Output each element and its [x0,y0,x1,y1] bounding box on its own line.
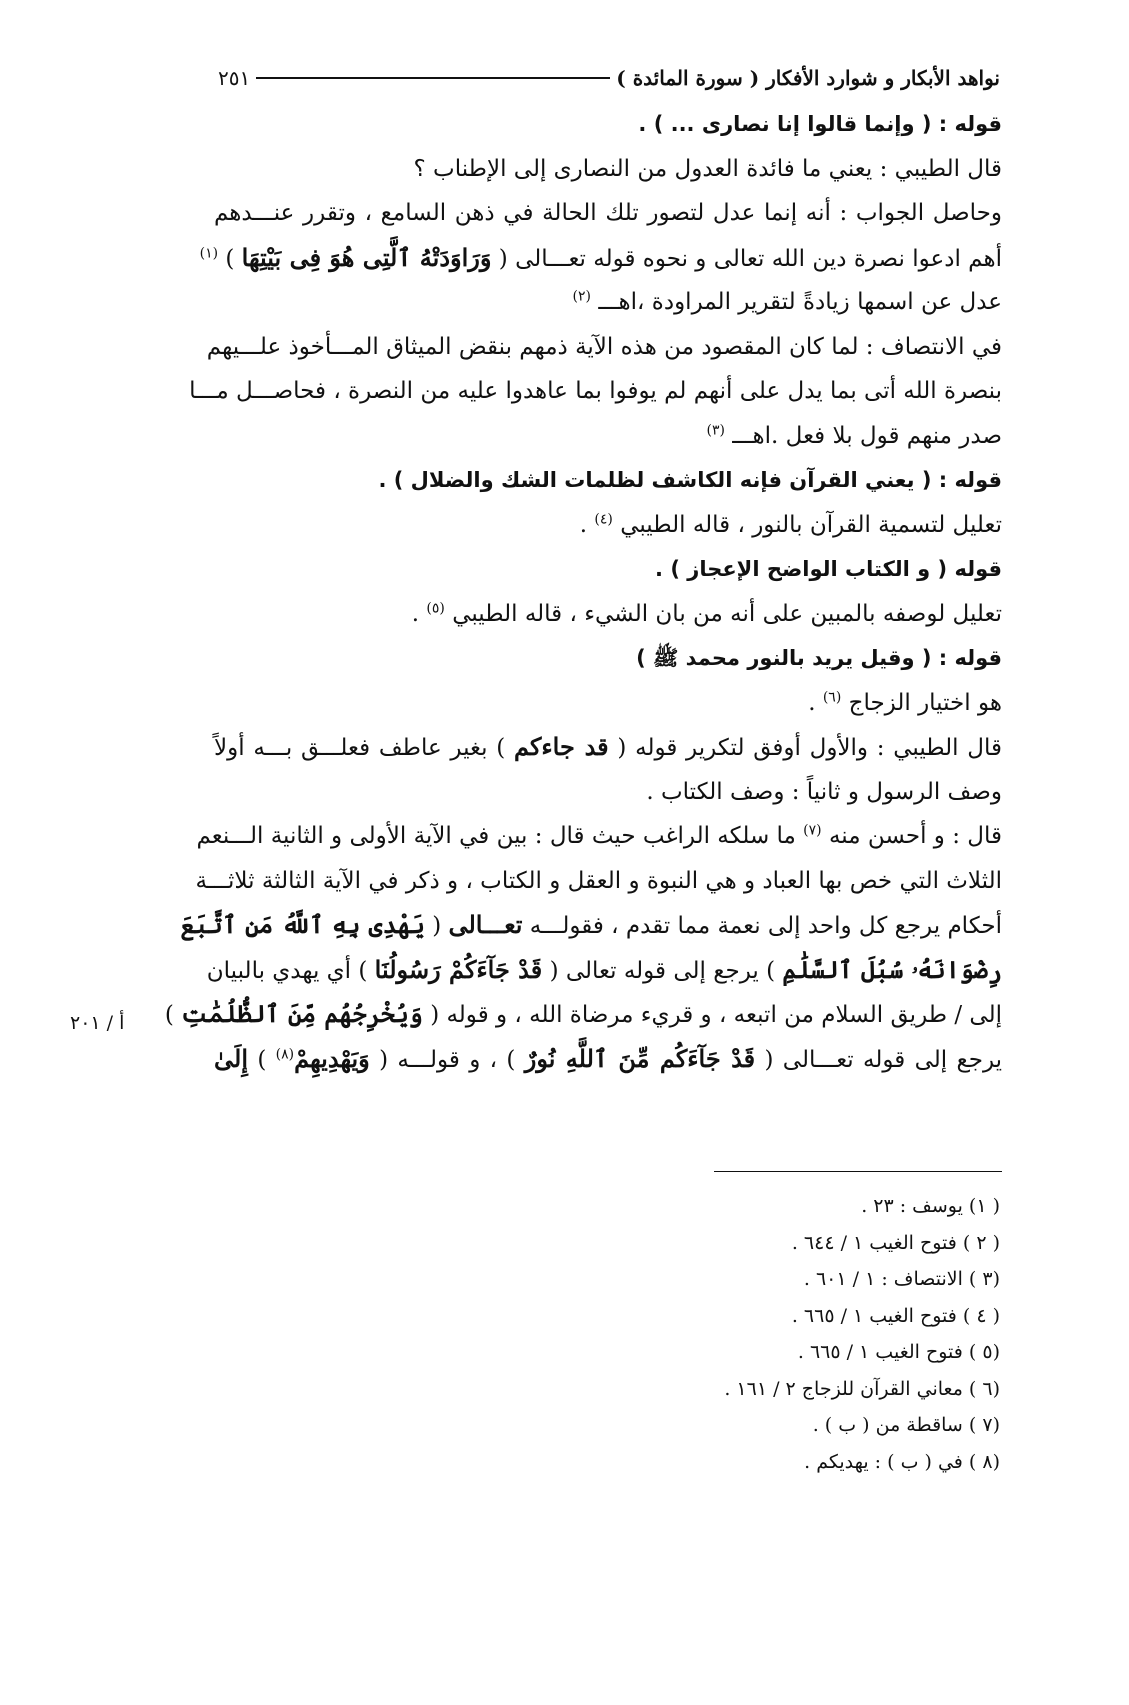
footnote: ( ١) يوسف : ٢٣ . [861,1195,1000,1217]
text-line [214,725,1002,770]
text-run: . [808,689,816,716]
running-header [218,58,1000,98]
footnote-marker: (٣) [706,421,725,438]
text-line [214,592,1002,637]
quran-quote: وَيُخْرِجُهُم مِّنَ ٱلظُّلُمَٰتِ [181,999,423,1028]
margin-note: أ / ٢٠١ [70,1012,125,1034]
text-line [214,1037,1002,1082]
header-rule [256,77,610,79]
text-run: . [411,600,420,627]
footnote-rule [714,1171,1002,1172]
footnotes [600,1188,1000,1480]
header-title: نواهد الأبكار و شوارد الأفكار ( سورة المائدة ) [616,66,1000,90]
text-run: ) [164,1002,174,1028]
text-run: تعليل لوصفه بالمبين على أنه من بان الشيء ، قاله الطيبي [452,600,1002,627]
text-line [214,414,1002,459]
heading-line: قوله : ( وإنما قالوا إنا نصارى ... ) . [638,112,1002,136]
footnote-marker: (٢) [572,288,591,305]
footnote-marker: (٥) [426,599,445,616]
footnote: ( ٤ ) فتوح الغيب ١ / ٦٦٥ . [791,1304,1000,1327]
quran-quote: قَدْ جَآءَكُم مِّنَ ٱللَّهِ نُورٌ [524,1043,756,1073]
quran-quote: قد جاءكم [513,732,609,761]
text-run: ما سلكه الراغب حيث قال : بين في الآية الأولى و الثانية الـــنعم [196,823,796,849]
text-line [196,814,1002,859]
text-line [180,903,1002,948]
text-run: ) ، و قولـــه ( [379,1046,516,1073]
text-run: هو اختيار الزجاج [848,689,1002,716]
emphasis-word: تعـــالى [448,910,523,939]
text-line: الثلاث التي خص بها العباد و هي النبوة و العقل و الكتاب ، و ذكر في الآية الثالثة ثلاثـــة [195,867,1002,894]
text-line: بنصرة الله أتى بما يدل على أنهم لم يوفوا بما عاهدوا عليه من النصرة ، فحاصـــل مـــا [189,378,1002,404]
text-run: صدر منهم قول بلا فعل .اهـــ [732,422,1002,449]
text-run: تعليل لتسمية القرآن بالنور ، قاله الطيبي [620,511,1002,538]
footnote: (٧ ) ساقطة من ( ب ) . [812,1414,1000,1436]
text-run: قال : و أحسن منه [828,823,1002,849]
text-run: يرجع إلى قوله تعـــالى ( [764,1046,1003,1073]
heading-line: قوله : ( يعني القرآن فإنه الكاشف لظلمات الشك والضلال ) . [378,468,1002,492]
text-run: ) [225,245,235,272]
text-line [214,681,1002,726]
text-run: ) يرجع إلى قوله تعالى ( [549,957,776,984]
text-run: إلى / طريق السلام من اتبعه ، و قريء مرضاة الله ، و قوله ( [430,1002,1002,1028]
quran-quote: وَيَهْدِيهِمْ [294,1043,370,1073]
text-line [164,992,1002,1037]
text-line: قال الطيبي : يعني ما فائدة العدول من النصارى إلى الإطناب ؟ [413,155,1002,182]
text-line [214,503,1002,548]
text-line: في الانتصاف : لما كان المقصود من هذه الآية ذمهم بنقض الميثاق المـــأخوذ علـــيهم [206,333,1002,360]
footnote: (٦ ) معاني القرآن للزجاج ٢ / ١٦١ . [724,1377,1000,1400]
text-line [214,280,1002,325]
text-line: وصف الرسول و ثانياً : وصف الكتاب . [646,778,1002,805]
footnote-marker: (٦) [822,688,842,705]
footnote: ( ٢ ) فتوح الغيب ١ / ٦٤٤ . [791,1231,1000,1254]
main-text [164,102,1003,1081]
text-run: ) [257,1046,267,1073]
text-run: أحكام يرجع كل واحد إلى نعمة مما تقدم ، فقولـــه [529,913,1002,939]
text-run: قال الطيبي : والأول أوفق لتكرير قوله ( [617,735,1003,761]
text-run: ) أي يهدي بالبيان [206,957,368,984]
footnote: (٣ ) الانتصاف : ١ / ٦٠١ . [803,1268,1000,1290]
page-number: ٢٥١ [218,66,251,90]
text-run: ( [432,913,442,939]
text-run: أهم ادعوا نصرة دين الله تعالى و نحوه قوله تعـــالى ( [498,245,1002,272]
text-run: ) بغير عاطف فعلـــق بـــه أولاً [214,735,506,761]
quran-quote: قَدْ جَآءَكُمْ رَسُولُنَا [374,954,543,984]
footnote: (٨ ) في ( ب ) : يهديكم . [804,1450,1000,1473]
heading-line: قوله ( و الكتاب الواضح الإعجاز ) . [655,557,1002,581]
quran-quote: وَرَاوَدَتْهُ ٱلَّتِى هُوَ فِى بَيْتِهَا [241,242,492,272]
footnote-marker: (٧) [803,822,822,839]
quran-quote: رِضْوَانَهُۥ سُبُلَ ٱلسَّلَٰمِ [782,954,1002,984]
heading-line: قوله : ( وقيل يريد بالنور محمد ﷺ ) [636,646,1002,670]
text-line [206,948,1002,993]
footnote-marker: (٨) [275,1045,295,1062]
footnote-marker: (١) [199,244,219,261]
footnote: (٥ ) فتوح الغيب ١ / ٦٦٥ . [797,1341,1000,1363]
text-line [199,236,1002,281]
text-line: وحاصل الجواب : أنه إنما عدل لتصور تلك الحالة في ذهن السامع ، وتقرر عنـــدهم [214,200,1002,226]
text-run: . [579,511,588,538]
quran-quote: يَهْدِى بِهِ ٱللَّهُ مَنِ ٱتَّبَعَ [180,910,425,939]
footnote-marker: (٤) [594,510,613,527]
quran-quote: إِلَىٰ [214,1043,248,1073]
text-run: عدل عن اسمها زيادةً لتقرير المراودة ،اهـــ [598,289,1002,315]
